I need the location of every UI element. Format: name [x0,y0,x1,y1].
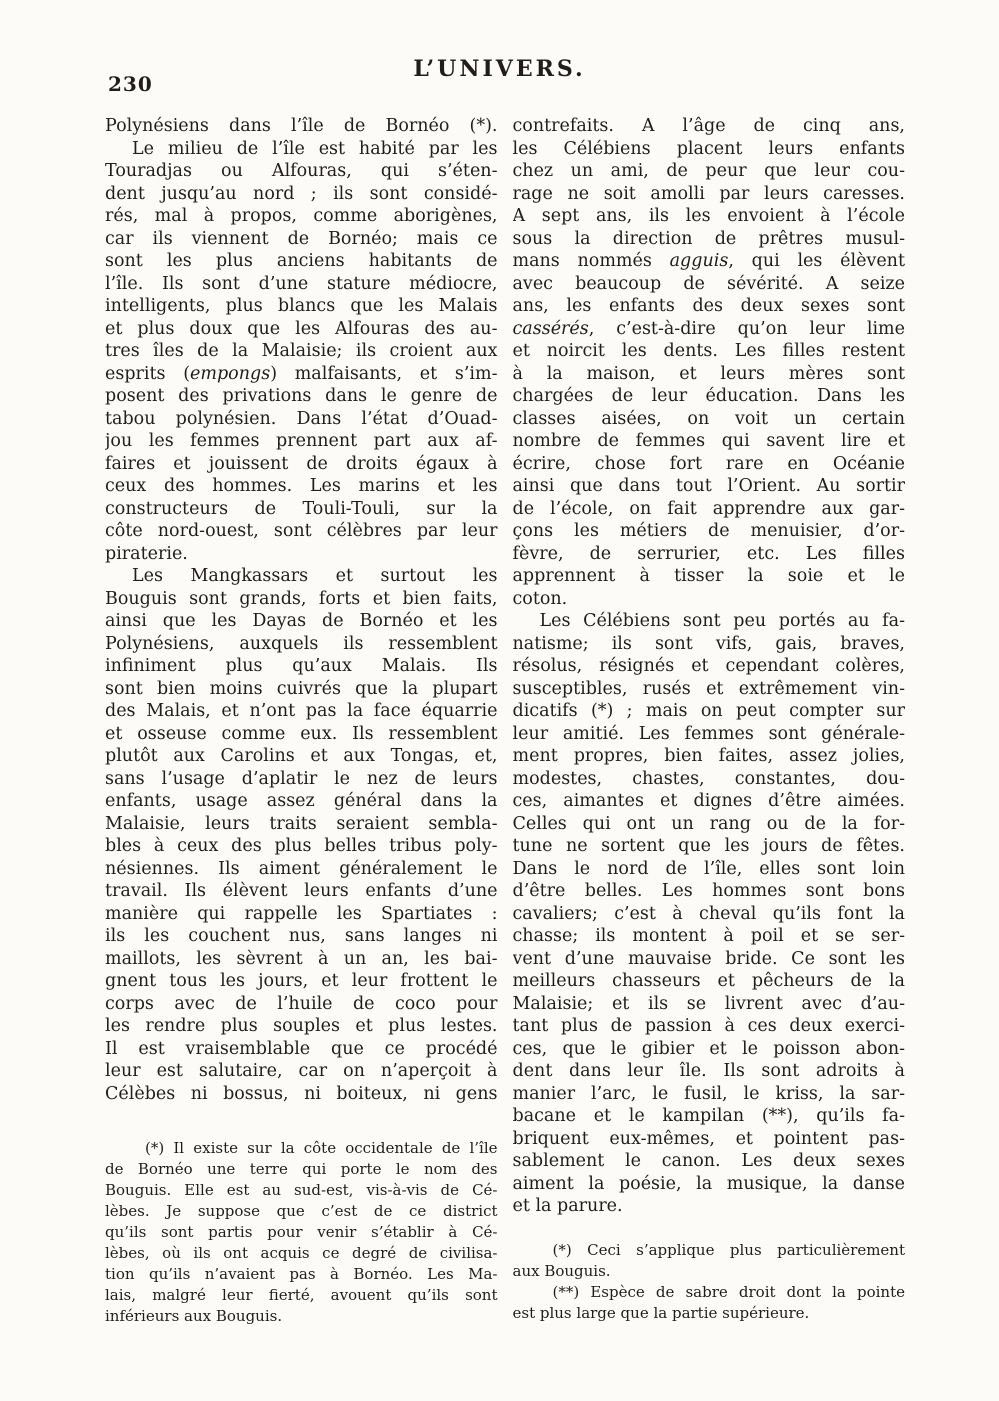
text-line: qu’ils sont partis pour venir s’établir à Cé- [105,1223,498,1241]
text-line: l’île. Ils sont d’une stature médiocre, [105,273,498,294]
text-line: çons les métiers de menuisier, d’or- [512,521,905,541]
text-line: (**) Espèce de sabre droit dont la pointe [552,1282,905,1301]
text-line: inférieurs aux Bouguis. [105,1307,283,1325]
text-line: (*) Ceci s’applique plus particulièrement [552,1240,905,1259]
text-line: A sept ans, ils les envoient à l’école [512,206,905,226]
left-column-body [105,115,498,1105]
running-title: L’UNIVERS. [413,56,586,82]
text-line: les Célébiens placent leurs enfants [512,138,905,159]
text-line: car ils viennent de Bornéo; mais ce [105,228,498,249]
text-line: briquent eux-mêmes, et pointent pas- [512,1128,905,1149]
text-line: classes aisées, on voit un certain [512,408,905,429]
text-line: écrire, chose fort rare en Océanie [512,453,905,474]
text-line: gnent tous les jours, et leur frottent le [105,971,498,991]
text-line: tres îles de la Malaisie; ils croient aux [105,341,498,361]
text-line: faires et jouissent de droits égaux à [105,453,498,474]
text-columns [0,115,999,1327]
text-line: ils les couchent nus, sans langes ni [105,926,498,946]
text-line: ceux des hommes. Les marins et les [105,476,498,496]
text-line: Bouguis sont grands, forts et bien faits, [105,588,498,609]
text-line: apprennent à tisser la soie et le [512,566,905,586]
text-line: cavaliers; c’est à cheval qu’ils font la [512,903,905,924]
text-line: de Bornéo une terre qui porte le nom des [105,1160,498,1178]
text-line: tune ne sortent que les jours de fêtes. [512,836,905,856]
text-line: Les Mangkassars et surtout les [132,566,498,586]
text-line: lèbes, où ils ont acquis ce degré de civilisa- [105,1244,498,1262]
text-line: dent dans leur île. Ils sont adroits à [512,1061,905,1081]
text-line: nésiennes. Ils aiment généralement le [105,858,498,879]
text-line: intelligents, plus blancs que les Malais [105,296,498,316]
text-line: mans nommés agguis, qui les élèvent [512,251,905,271]
text-line: de l’école, on fait apprendre aux gar- [512,498,905,519]
text-line: ces, que le gibier et le poisson abon- [512,1038,905,1059]
text-line: tabou polynésien. Dans l’état d’Ouad- [105,408,498,429]
text-line: jou les femmes prennent part aux af- [105,431,498,451]
text-line: corps avec de l’huile de coco pour [105,993,498,1014]
text-line: leur amitié. Les femmes sont générale- [512,723,905,744]
text-line: meilleurs chasseurs et pêcheurs de la [512,971,905,991]
text-line: aiment la poésie, la musique, la danse [512,1173,905,1194]
text-line: Les Célébiens sont peu portés au fa- [539,611,905,631]
text-line: chasse; ils montent à poil et se ser- [512,926,905,946]
text-line: constructeurs de Touli-Touli, sur la [105,498,498,519]
text-line: lais, malgré leur fierté, avouent qu’ils sont [105,1286,498,1304]
text-line: chargées de leur éducation. Dans les [512,386,905,406]
text-line: nombre de femmes qui savent lire et [512,431,905,451]
text-line: plutôt aux Carolins et aux Tongas, et, [105,746,498,766]
text-line: chez un ami, de peur que leur cou- [512,161,905,181]
text-line: et osseuse comme eux. Ils ressemblent [105,723,498,744]
text-line: leur est salutaire, car on n’aperçoit à [105,1061,498,1081]
text-line: cassérés, c’est-à-dire qu’on leur lime [512,318,905,339]
text-line: lèbes. Je suppose que c’est de ce district [105,1202,498,1220]
text-line: ces, aimantes et dignes d’être aimées. [512,791,905,811]
page-number: 230 [108,72,153,96]
text-line: vent d’une mauvaise bride. Ce sont les [512,948,905,969]
text-line: Celles qui ont un rang ou de la for- [512,813,905,834]
text-line: bacane et le kampilan (**), qu’ils fa- [512,1106,905,1126]
text-line: sablement le canon. Les deux sexes [512,1151,905,1171]
text-line: sous la direction de prêtres musul- [512,228,905,249]
text-line: Dans le nord de l’île, elles sont loin [512,858,905,879]
text-line: rage ne soit amolli par leurs caresses. [512,183,905,204]
text-line: sont bien moins cuivrés que la plupart [105,678,498,699]
text-line: Touradjas ou Alfouras, qui s’éten- [105,161,498,181]
text-line: manier l’arc, le fusil, le kriss, la sar- [512,1083,905,1104]
text-line: contrefaits. A l’âge de cinq ans, [512,116,905,136]
text-line: Le milieu de l’île est habité par les [132,138,498,159]
text-line: d’être belles. Les hommes sont bons [512,881,905,901]
text-line: ment propres, bien faites, assez jolies, [512,746,905,766]
text-line: Célèbes ni bossus, ni boiteux, ni gens [105,1083,498,1104]
text-line: natisme; ils sont vifs, gais, braves, [512,633,905,654]
text-line: Il est vraisemblable que ce procédé [105,1038,498,1059]
left-column [105,115,498,1327]
right-column-body [513,115,906,1218]
text-line: travail. Ils élèvent leurs enfants d’une [105,881,498,901]
text-line: manière qui rappelle les Spartiates : [105,903,498,924]
text-line: bles à ceux des plus belles tribus poly- [105,836,498,856]
text-line: ainsi que dans tout l’Orient. Au sortir [512,476,905,496]
text-line: Malaisie, leurs traits seraient sembla- [105,813,498,834]
text-line: à la maison, et leurs mères sont [512,363,905,384]
text-line: fèvre, de serrurier, etc. Les filles [512,543,905,564]
right-footnote [513,1240,906,1324]
text-line: modestes, chastes, constantes, dou- [512,768,905,789]
text-line: (*) Il existe sur la côte occidentale de l’île [145,1139,498,1157]
text-line: et noircit les dents. Les filles restent [512,341,905,361]
text-line: aux Bouguis. [512,1261,611,1280]
page-header [0,0,999,115]
text-line: dent jusqu’au nord ; ils sont considé- [105,183,498,204]
text-line: et la parure. [512,1196,623,1216]
text-line: côte nord-ouest, sont célèbres par leur [105,521,498,541]
text-line: Polynésiens, auxquels ils ressemblent [105,633,498,654]
text-line: enfants, usage assez général dans la [105,791,498,811]
text-line: infiniment plus qu’aux Malais. Ils [105,656,498,676]
text-line: ans, les enfants des deux sexes sont [512,296,905,316]
text-line: et plus doux que les Alfouras des au- [105,318,498,339]
text-line: Polynésiens dans l’île de Bornéo (*). [105,116,498,136]
text-line: piraterie. [105,543,188,564]
text-line: les rendre plus souples et plus lestes. [105,1016,498,1036]
text-line: est plus large que la partie supérieure. [512,1303,810,1322]
text-line: tant plus de passion à ces deux exerci- [512,1016,905,1036]
text-line: coton. [512,588,568,609]
text-line: sans l’usage d’aplatir le nez de leurs [105,768,498,789]
text-line: tion qu’ils n’avaient pas à Bornéo. Les Ma- [105,1265,498,1283]
text-line: sont les plus anciens habitants de [105,251,498,271]
text-line: posent des privations dans le genre de [105,386,498,406]
text-line: rés, mal à propos, comme aborigènes, [105,206,498,226]
text-line: dicatifs (*) ; mais on peut compter sur [512,701,905,721]
left-footnote [105,1138,498,1327]
text-line: maillots, les sèvrent à un an, les bai- [105,948,498,969]
text-line: esprits (empongs) malfaisants, et s’im- [105,363,498,384]
text-line: Bouguis. Elle est au sud-est, vis-à-vis de Cé- [105,1181,498,1199]
text-line: Malaisie; et ils se livrent avec d’au- [512,993,905,1014]
text-line: susceptibles, rusés et extrêmement vin- [512,678,905,699]
text-line: ainsi que les Dayas de Bornéo et les [105,611,498,631]
text-line: résolus, résignés et cependant colères, [512,656,905,676]
right-column [513,115,906,1324]
text-line: des Malais, et n’ont pas la face équarrie [105,701,498,721]
text-line: avec beaucoup de sévérité. A seize [512,273,905,294]
